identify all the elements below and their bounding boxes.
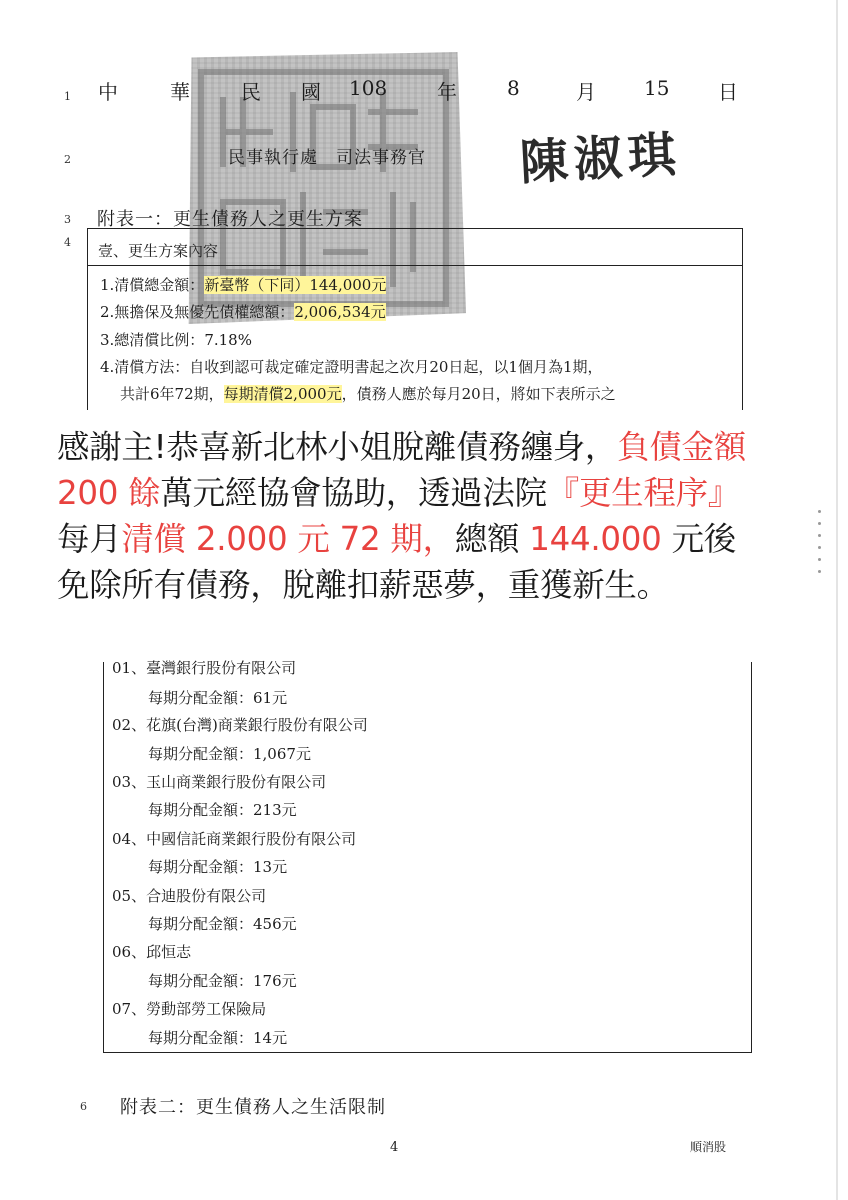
plan-table-header: 壹、更生方案內容 <box>98 242 219 260</box>
creditor-name: 05、合迪股份有限公司 <box>112 887 267 905</box>
date-year: 108 <box>349 76 388 100</box>
date-char: 日 <box>718 80 738 104</box>
line-number-2: 2 <box>64 153 71 166</box>
creditor-amount: 每期分配金額：14元 <box>148 1029 288 1047</box>
creditor-name: 07、勞動部勞工保險局 <box>112 1000 267 1018</box>
date-month: 8 <box>507 76 520 100</box>
creditor-name: 04、中國信託商業銀行股份有限公司 <box>112 830 357 848</box>
creditor-amount: 每期分配金額：213元 <box>148 801 297 819</box>
table-divider <box>87 265 743 266</box>
date-char: 華 <box>170 80 190 104</box>
line-number-6: 6 <box>80 1100 87 1113</box>
plan-item-unsecured: 2.無擔保及無優先債權總額：2,006,534元 <box>100 303 386 321</box>
creditor-name: 06、邱恒志 <box>112 943 192 961</box>
creditor-amount: 每期分配金額：13元 <box>148 858 288 876</box>
scan-edge-shadow <box>836 0 838 1200</box>
appendix1-title: 附表一：更生債務人之更生方案 <box>97 209 363 230</box>
date-char: 月 <box>576 80 596 104</box>
plan-item-method-cont: 共計6年72期，每期清償2,000元，債務人應於每月20日，將如下表所示之 <box>120 385 616 403</box>
date-char: 中 <box>98 80 118 104</box>
division-label: 順消股 <box>690 1140 727 1154</box>
handwritten-signature: 陳淑琪 <box>518 126 684 192</box>
scan-punch-dots <box>818 510 821 582</box>
line-number-3: 3 <box>64 213 71 226</box>
creditor-name: 02、花旗(台灣)商業銀行股份有限公司 <box>112 716 368 734</box>
date-char: 年 <box>437 80 457 104</box>
creditor-amount: 每期分配金額：61元 <box>148 689 288 707</box>
congratulation-banner <box>0 410 818 665</box>
congratulation-text: 感謝主!恭喜新北林小姐脫離債務纏身，負債金額 200 餘萬元經協會協助，透過法院『更生程序』每月清償 2.000 元 72 期，總額 144.000 元後免除所有債務，脫離扣薪惡夢，重獲新生。 <box>57 428 746 604</box>
date-char: 國 <box>301 80 321 104</box>
creditor-amount: 每期分配金額：176元 <box>148 972 297 990</box>
line-number-4: 4 <box>64 236 71 249</box>
plan-item-ratio: 3.總清償比例：7.18% <box>100 331 252 349</box>
creditor-name: 03、玉山商業銀行股份有限公司 <box>112 773 327 791</box>
creditor-amount: 每期分配金額：456元 <box>148 915 297 933</box>
line-number-1: 1 <box>64 90 71 103</box>
appendix2-title: 附表二：更生債務人之生活限制 <box>120 1097 386 1118</box>
plan-item-total: 1.清償總金額：新臺幣（下同）144,000元 <box>100 276 387 294</box>
page-number: 4 <box>390 1140 399 1155</box>
officer-title: 民事執行處 司法事務官 <box>228 148 426 168</box>
date-day: 15 <box>644 76 670 100</box>
creditor-name: 01、臺灣銀行股份有限公司 <box>112 659 297 677</box>
creditor-amount: 每期分配金額：1,067元 <box>148 745 311 763</box>
date-char: 民 <box>241 80 261 104</box>
plan-item-method: 4.清償方法：自收到認可裁定確定證明書起之次月20日起，以1個月為1期， <box>100 358 603 376</box>
